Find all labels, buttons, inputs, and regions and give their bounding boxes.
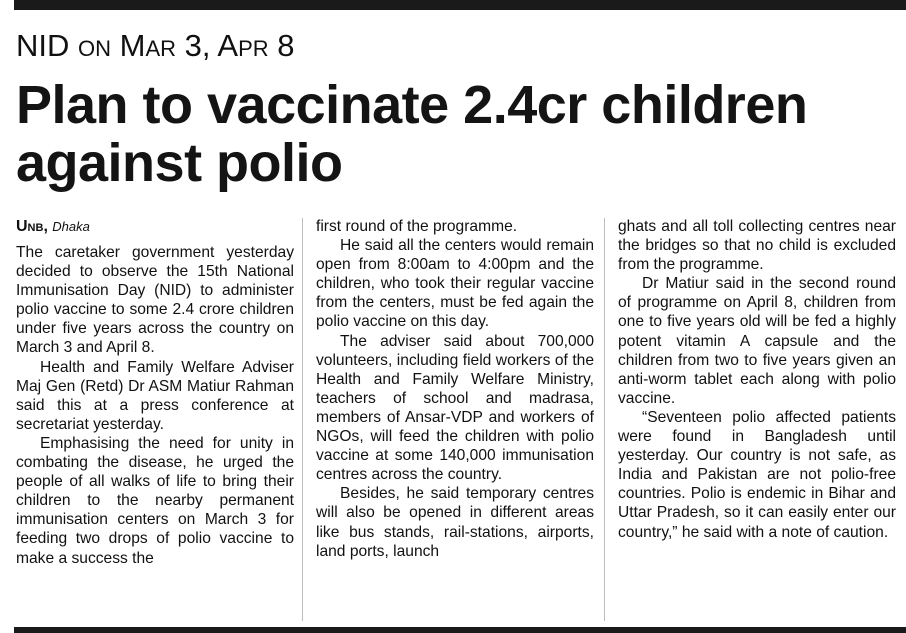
top-rule xyxy=(14,0,906,10)
paragraph: Dr Matiur said in the second round of programme on April 8, children from one to five years old will be fed a highly potent vitamin A capsule and the children from two to five years given an anti-worm tablet each along with polio vaccine. xyxy=(618,275,896,407)
paragraph: The caretaker government yesterday decided to observe the 15th National Immunisation Day (NID) to administer polio vaccine to some 2.4 crore children under five years across the country on March 3 and April 8. xyxy=(16,244,294,357)
byline xyxy=(16,217,294,243)
column-divider xyxy=(302,218,303,621)
paragraph: The adviser said about 700,000 volunteers, including field workers of the Health and Family Welfare Ministry, teachers of school and madrasa, members of Ansar-VDP and workers of NGOs, will feed the children with polio vaccine at some 140,000 immunisation centres across the country. xyxy=(316,332,594,484)
article-column-3 xyxy=(618,217,896,542)
paragraph: Besides, he said temporary centres will also be opened in different areas like bus stands, rail-stations, airports, land ports, launch xyxy=(316,485,594,560)
kicker-part: Mar 3, Apr 8 xyxy=(119,28,295,63)
paragraph: “Seventeen polio affected patients were found in Bangladesh until yesterday. Our country is not safe, as India and Pakistan are not polio-free countries. Polio is endemic in Bihar and Uttar Pradesh, so it can easily enter our country,” he said with a note of caution. xyxy=(618,408,896,541)
paragraph: Health and Family Welfare Adviser Maj Gen (Retd) Dr ASM Matiur Rahman said this at a press conference at secretariat yesterday. xyxy=(16,358,294,433)
headline: Plan to vaccinate 2.4cr children against polio xyxy=(16,75,808,193)
paragraph: Emphasising the need for unity in combating the disease, he urged the people of all walks of life to bring their children to the nearby permanent immunisation centers on March 3 for feeding two drops of polio vaccine to make a success the xyxy=(16,434,294,567)
paragraph: ghats and all toll collecting centres near the bridges so that no child is excluded from the programme. xyxy=(618,218,896,274)
article-column-1 xyxy=(16,217,294,568)
paragraph: He said all the centers would remain open from 8:00am to 4:00pm and the children, who took their regular vaccine from the centers, must be fed again the polio vaccine on this day. xyxy=(316,237,594,331)
kicker-part: on xyxy=(78,28,112,63)
bottom-rule xyxy=(14,627,906,633)
byline-agency: Unb, xyxy=(16,218,48,235)
kicker xyxy=(16,28,295,64)
kicker-part: NID xyxy=(16,28,70,63)
column-divider xyxy=(604,218,605,621)
byline-place: Dhaka xyxy=(52,219,90,234)
article-column-2 xyxy=(316,217,594,561)
paragraph: first round of the programme. xyxy=(316,218,518,235)
